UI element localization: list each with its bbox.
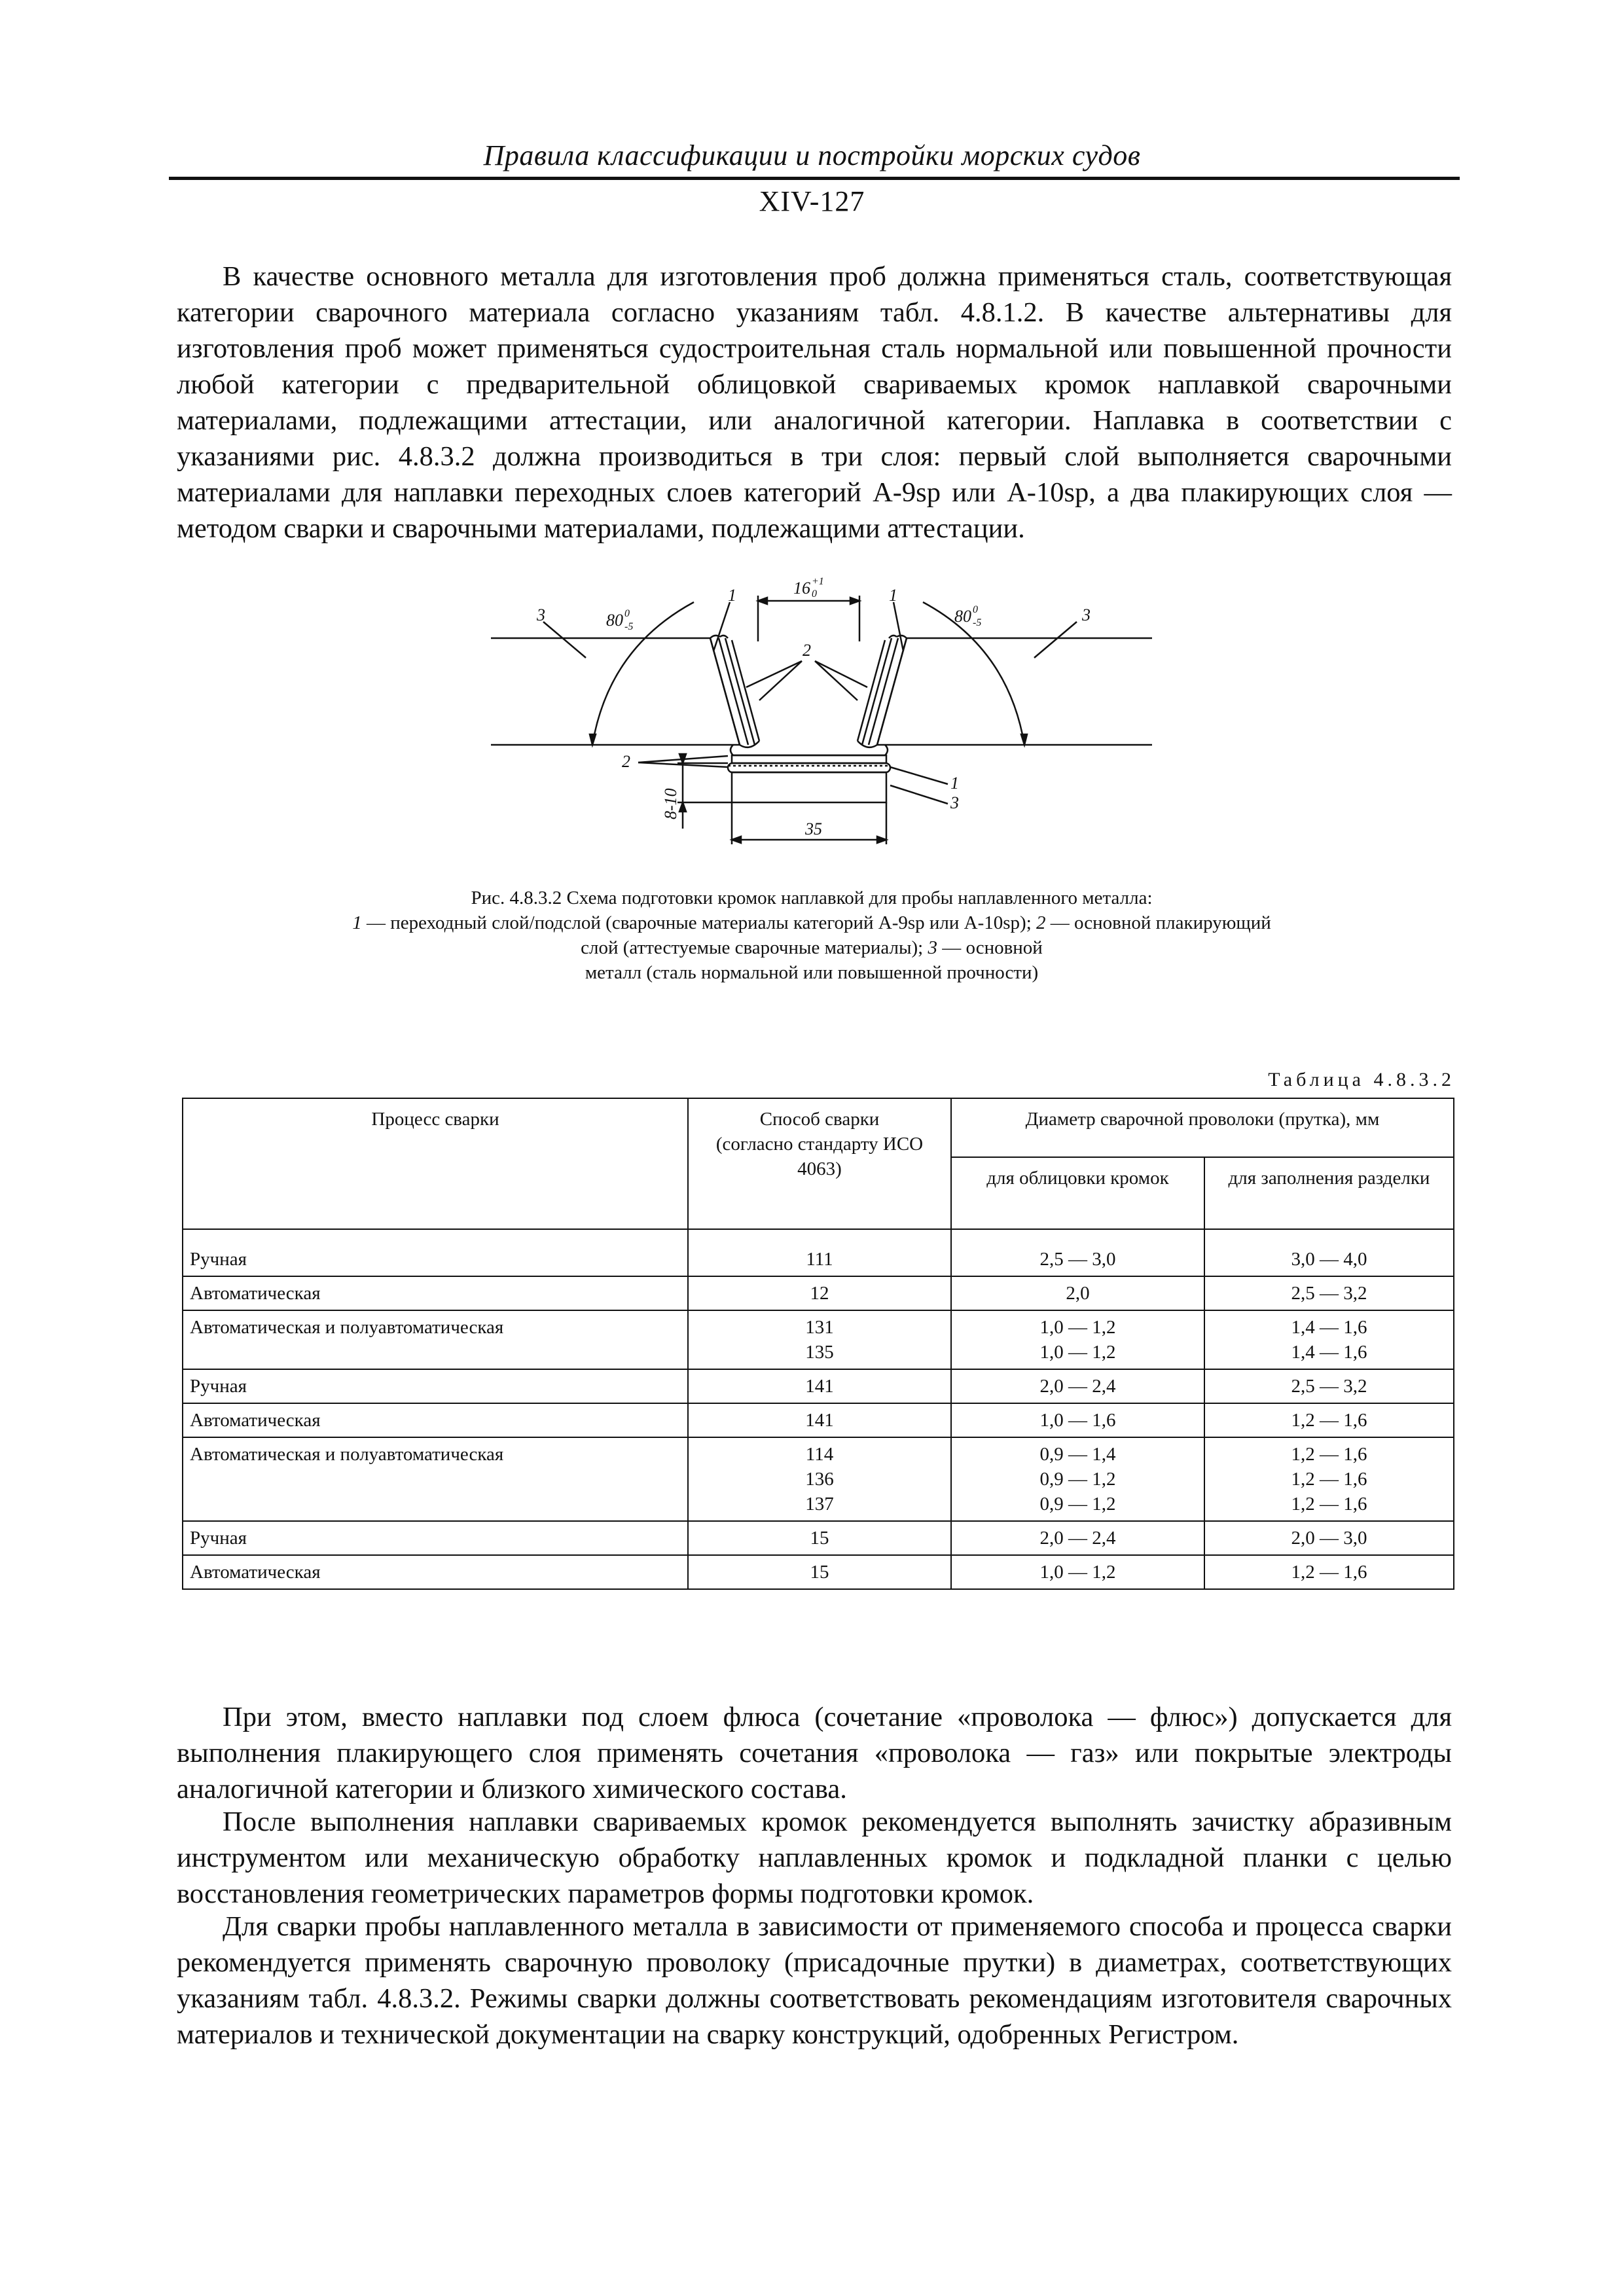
height-dim-label: 8-10 [661, 788, 680, 819]
wire-diameter-table [182, 1098, 1454, 1590]
cell-process: Автоматическая [183, 1403, 688, 1437]
caption-line-2: 1 — переходный слой/подслой (сварочные материалы категорий А-9sp или А-10sp); 2 — основной плакирующий [352, 912, 1271, 933]
caption-line-3: слой (аттестуемые сварочные материалы); 3 — основной [581, 937, 1043, 958]
table-row [183, 1403, 1454, 1437]
layer1-right-label: 1 [889, 586, 897, 605]
table-row [183, 1369, 1454, 1403]
cell-process: Автоматическая [183, 1276, 688, 1310]
cell-facing: 2,0 — 2,4 [951, 1369, 1204, 1403]
cell-filling: 1,4 — 1,6 1,4 — 1,6 [1204, 1310, 1454, 1369]
table-row [183, 1276, 1454, 1310]
cell-facing: 2,0 [951, 1276, 1204, 1310]
base-metal-bottom-label: 3 [950, 793, 959, 812]
backing-strip [728, 745, 890, 802]
gap-dim-label: 16 [793, 579, 810, 598]
cell-method: 15 [688, 1521, 951, 1555]
layer1-bottom-label: 1 [950, 774, 959, 793]
angle-right-tol-lower: -5 [973, 617, 982, 628]
layer2-top-label: 2 [803, 641, 811, 660]
header-filling: для заполнения разделки [1204, 1157, 1454, 1229]
header-facing: для облицовки кромок [951, 1157, 1204, 1229]
header-method: Способ сварки (согласно стандарту ИСО 4063) [688, 1098, 951, 1229]
paragraph-1: При этом, вместо наплавки под слоем флюса (сочетание «проволока — флюс») допускается для выполнения плакирующего слоя применять сочетания «проволока — газ» или покрытые электроды аналогичной категории и близкого химического состава. [177, 1702, 1452, 1804]
cell-facing: 0,9 — 1,4 0,9 — 1,2 0,9 — 1,2 [951, 1437, 1204, 1521]
page-number: XIV-127 [759, 185, 865, 217]
cell-method: 111 [688, 1229, 951, 1276]
right-bevel-overlay [857, 636, 907, 747]
table-row [183, 1437, 1454, 1521]
caption-line-1: Рис. 4.8.3.2 Схема подготовки кромок наплавкой для пробы наплавленного металла: [471, 888, 1153, 908]
cell-filling: 3,0 — 4,0 [1204, 1229, 1454, 1276]
cell-facing: 1,0 — 1,6 [951, 1403, 1204, 1437]
cell-process: Ручная [183, 1229, 688, 1276]
running-title: Правила классификации и постройки морских судов [483, 139, 1141, 171]
cell-filling: 2,5 — 3,2 [1204, 1276, 1454, 1310]
cell-method: 131 135 [688, 1310, 951, 1369]
header-rule [169, 177, 1460, 180]
cell-filling: 2,0 — 3,0 [1204, 1521, 1454, 1555]
angle-left-tol-lower: -5 [624, 621, 634, 632]
cell-process: Ручная [183, 1521, 688, 1555]
figure-caption [340, 886, 1283, 985]
left-bevel-overlay [710, 636, 759, 747]
cell-process: Автоматическая [183, 1555, 688, 1589]
cell-process: Автоматическая и полуавтоматическая [183, 1437, 688, 1521]
figure-drawing [484, 576, 1159, 864]
cell-method: 12 [688, 1276, 951, 1310]
cell-filling: 1,2 — 1,6 [1204, 1555, 1454, 1589]
paragraph-3: Для сварки пробы наплавленного металла в зависимости от применяемого способа и процесса сварки рекомендуется применять сварочную проволоку (присадочные прутки) в диаметрах, соответствующих указаниям табл. 4.8.3.2. Режимы сварки должны соответствовать рекомендациям изготовителя сварочных материалов и технической документации на сварку конструкций, одобренных Регистром. [177, 1911, 1452, 2050]
table-row [183, 1310, 1454, 1369]
table-body [183, 1229, 1454, 1589]
paragraph-2: После выполнения наплавки свариваемых кромок рекомендуется выполнять зачистку абразивным инструментом или механическую обработку наплавленных кромок и подкладной планки с целью восстановления геометрических параметров формы подготовки кромок. [177, 1806, 1452, 1909]
cell-process: Автоматическая и полуавтоматическая [183, 1310, 688, 1369]
cell-method: 15 [688, 1555, 951, 1589]
left-plate [491, 638, 740, 745]
angle-right-tol-upper: 0 [973, 604, 978, 615]
cell-method: 114 136 137 [688, 1437, 951, 1521]
header-diameter: Диаметр сварочной проволоки (прутка), мм [951, 1098, 1454, 1157]
base-metal-right-label: 3 [1082, 605, 1091, 624]
angle-right-label: 80 [954, 607, 971, 626]
angle-left-tol-upper: 0 [624, 608, 630, 619]
cell-filling: 1,2 — 1,6 [1204, 1403, 1454, 1437]
table-row [183, 1521, 1454, 1555]
cell-facing: 1,0 — 1,2 [951, 1555, 1204, 1589]
cell-method: 141 [688, 1369, 951, 1403]
caption-line-4: металл (сталь нормальной или повышенной прочности) [585, 962, 1039, 983]
layer2-left-label: 2 [622, 752, 630, 771]
right-plate [877, 638, 1152, 745]
cell-process: Ручная [183, 1369, 688, 1403]
angle-left-label: 80 [606, 611, 623, 630]
cell-filling: 2,5 — 3,2 [1204, 1369, 1454, 1403]
gap-tol-upper: +1 [812, 576, 824, 587]
edge-preparation-figure [484, 576, 1159, 864]
cell-facing: 2,0 — 2,4 [951, 1521, 1204, 1555]
header-process: Процесс сварки [183, 1098, 688, 1229]
gap-tol-lower: 0 [812, 588, 817, 600]
intro-paragraph: В качестве основного металла для изготовления проб должна применяться сталь, соответствующая категории сварочного материала согласно указаниям табл. 4.8.1.2. В качестве альтернативы для изготовления проб может применяться судостроительная сталь нормальной или повышенной прочности любой категории с предварительной облицовкой свариваемых кромок наплавкой сварочными материалами, подлежащими аттестации, или аналогичной категории. Наплавка в соответствии с указаниями рис. 4.8.3.2 должна производиться в три слоя: первый слой выполняется сварочными материалами для наплавки переходных слоев категорий А-9sp или А-10sp, а два плакирующих слоя — методом сварки и сварочными материалами, подлежащими аттестации. [177, 261, 1452, 544]
width-dim-label: 35 [805, 819, 822, 838]
layer1-left-label: 1 [728, 586, 736, 605]
table-row [183, 1229, 1454, 1276]
cell-facing: 2,5 — 3,0 [951, 1229, 1204, 1276]
table-label: Таблица 4.8.3.2 [1268, 1069, 1455, 1090]
cell-method: 141 [688, 1403, 951, 1437]
table-row [183, 1555, 1454, 1589]
cell-filling: 1,2 — 1,6 1,2 — 1,6 1,2 — 1,6 [1204, 1437, 1454, 1521]
base-metal-left-label: 3 [537, 605, 545, 624]
cell-facing: 1,0 — 1,2 1,0 — 1,2 [951, 1310, 1204, 1369]
